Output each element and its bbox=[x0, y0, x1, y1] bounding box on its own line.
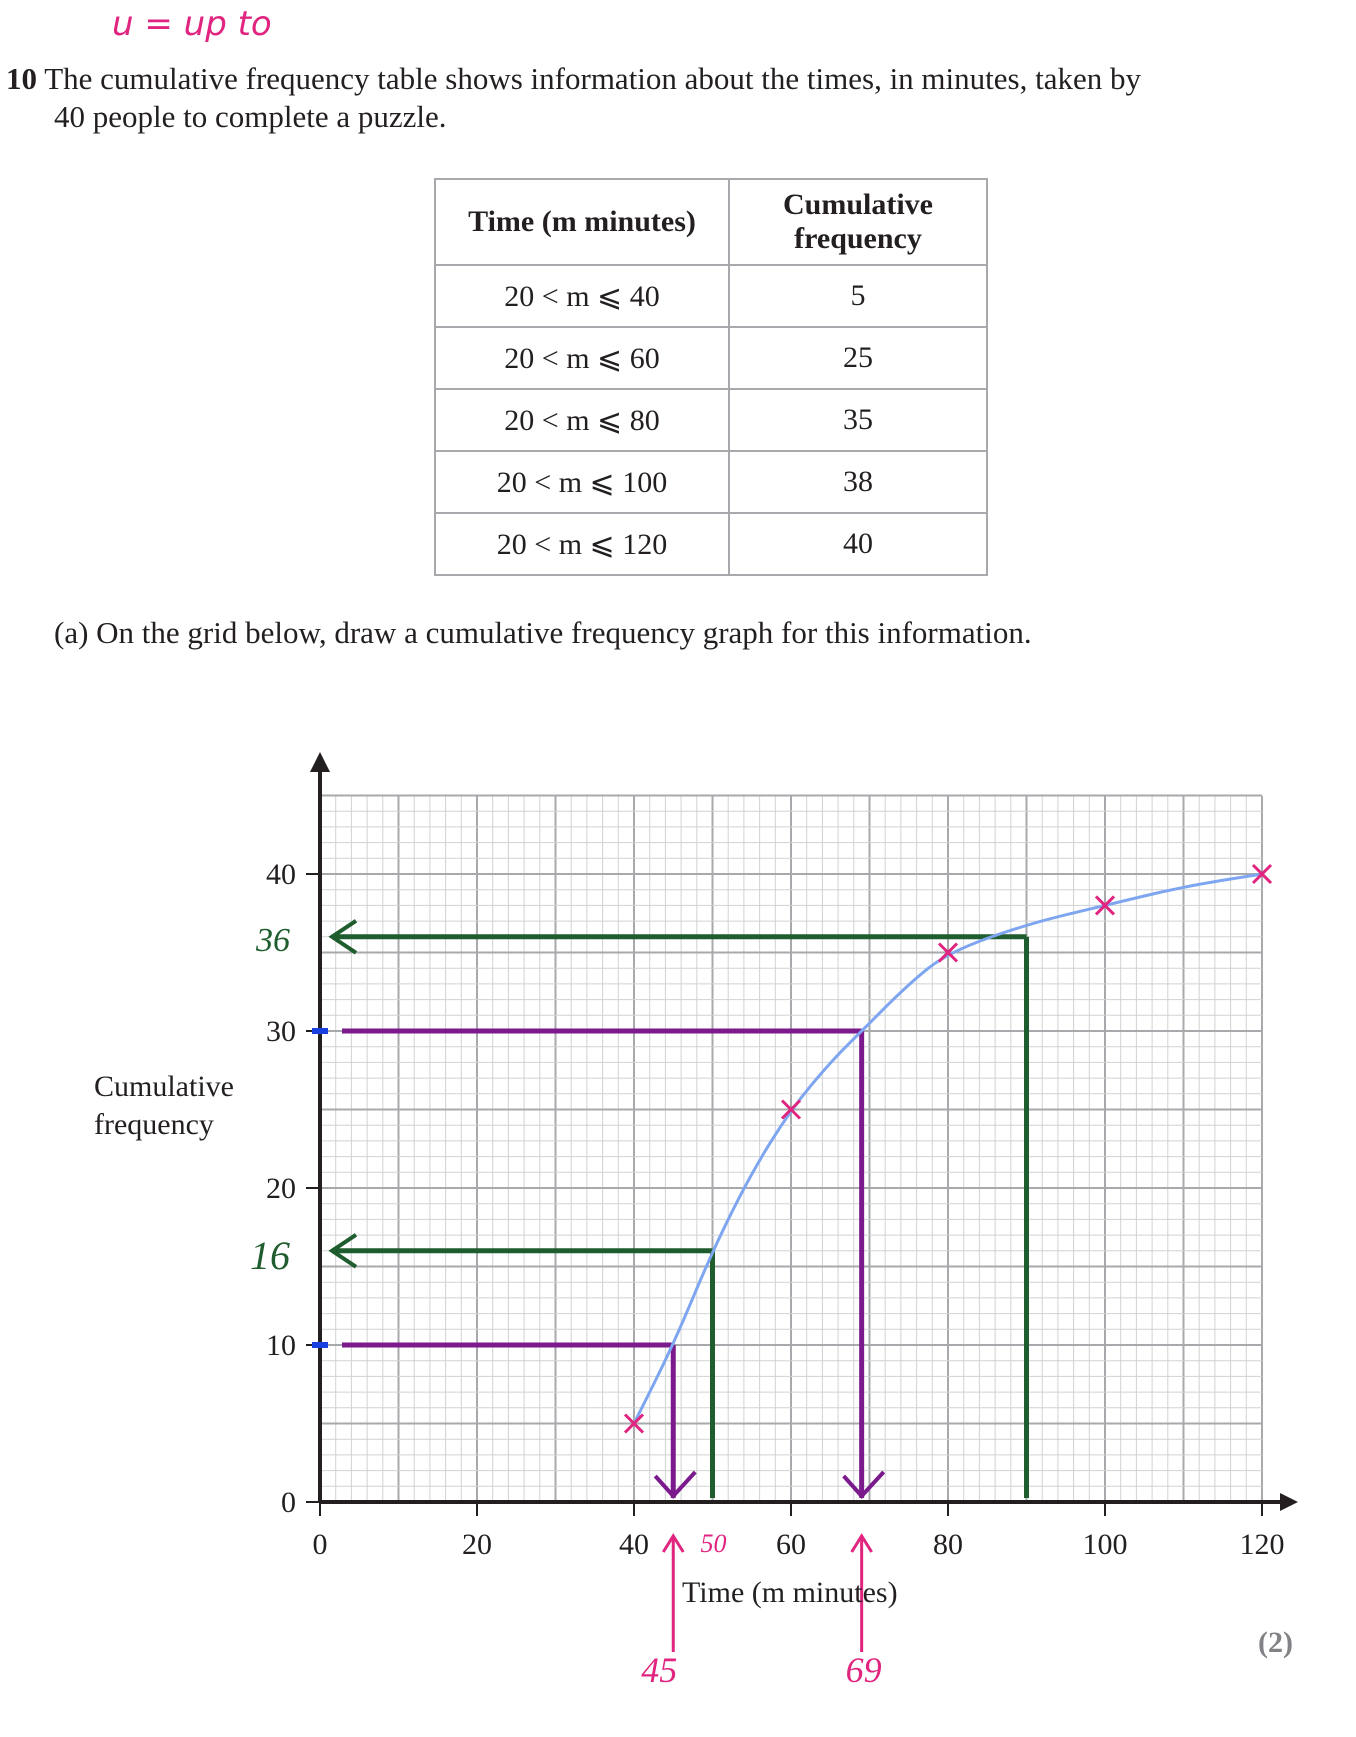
graph-axes bbox=[306, 752, 1298, 1516]
hand-label-50: 50 bbox=[700, 1529, 727, 1558]
cell-time: 20 < m ⩽ 40 bbox=[435, 265, 729, 327]
question-number: 10 bbox=[6, 61, 37, 96]
x-tick-label: 120 bbox=[1239, 1528, 1285, 1561]
header-time: Time (m minutes) bbox=[435, 179, 729, 265]
hand-label-69: 69 bbox=[845, 1650, 882, 1690]
cell-time: 20 < m ⩽ 100 bbox=[435, 451, 729, 513]
x-tick-label: 20 bbox=[462, 1528, 492, 1561]
x-tick-label: 60 bbox=[776, 1528, 806, 1561]
cell-cf: 5 bbox=[729, 265, 987, 327]
x-axis-arrow bbox=[1280, 1493, 1298, 1511]
y-tick-label: 40 bbox=[266, 858, 296, 891]
y-tick-label: 0 bbox=[281, 1486, 296, 1519]
hand-label-36: 36 bbox=[256, 921, 290, 959]
marks-label: (2) bbox=[1258, 1626, 1293, 1659]
question-text-line1: The cumulative frequency table shows information about the times, in minutes, taken by bbox=[44, 61, 1141, 96]
y-tick-label: 20 bbox=[266, 1172, 296, 1205]
cell-time: 20 < m ⩽ 60 bbox=[435, 327, 729, 389]
cell-cf: 40 bbox=[729, 513, 987, 575]
cell-time: 20 < m ⩽ 80 bbox=[435, 389, 729, 451]
x-tick-label: 40 bbox=[619, 1528, 649, 1561]
y-axis-label: Cumulative frequency bbox=[94, 1070, 234, 1141]
question-text-line2: 40 people to complete a puzzle. bbox=[54, 99, 447, 134]
cell-cf: 35 bbox=[729, 389, 987, 451]
x-tick-label: 100 bbox=[1082, 1528, 1128, 1561]
y-axis-arrow bbox=[310, 752, 330, 772]
part-a-text: (a) On the grid below, draw a cumulative frequency graph for this information. bbox=[54, 615, 1032, 650]
x-tick-label: 80 bbox=[933, 1528, 963, 1561]
header-cumulative-frequency: Cumulative frequency bbox=[729, 179, 987, 265]
hand-label-45: 45 bbox=[641, 1650, 678, 1690]
x-axis-label: Time (m minutes) bbox=[682, 1576, 898, 1609]
y-tick-label: 10 bbox=[266, 1329, 296, 1362]
reading-lines bbox=[312, 921, 1027, 1498]
annotation-up-to: u = up to bbox=[112, 4, 272, 44]
cell-cf: 25 bbox=[729, 327, 987, 389]
y-tick-label: 30 bbox=[266, 1015, 296, 1048]
cell-time: 20 < m ⩽ 120 bbox=[435, 513, 729, 575]
handwritten-labels bbox=[250, 922, 882, 1690]
hand-label-16: 16 bbox=[250, 1232, 290, 1278]
cell-cf: 38 bbox=[729, 451, 987, 513]
x-tick-label: 0 bbox=[312, 1528, 328, 1561]
